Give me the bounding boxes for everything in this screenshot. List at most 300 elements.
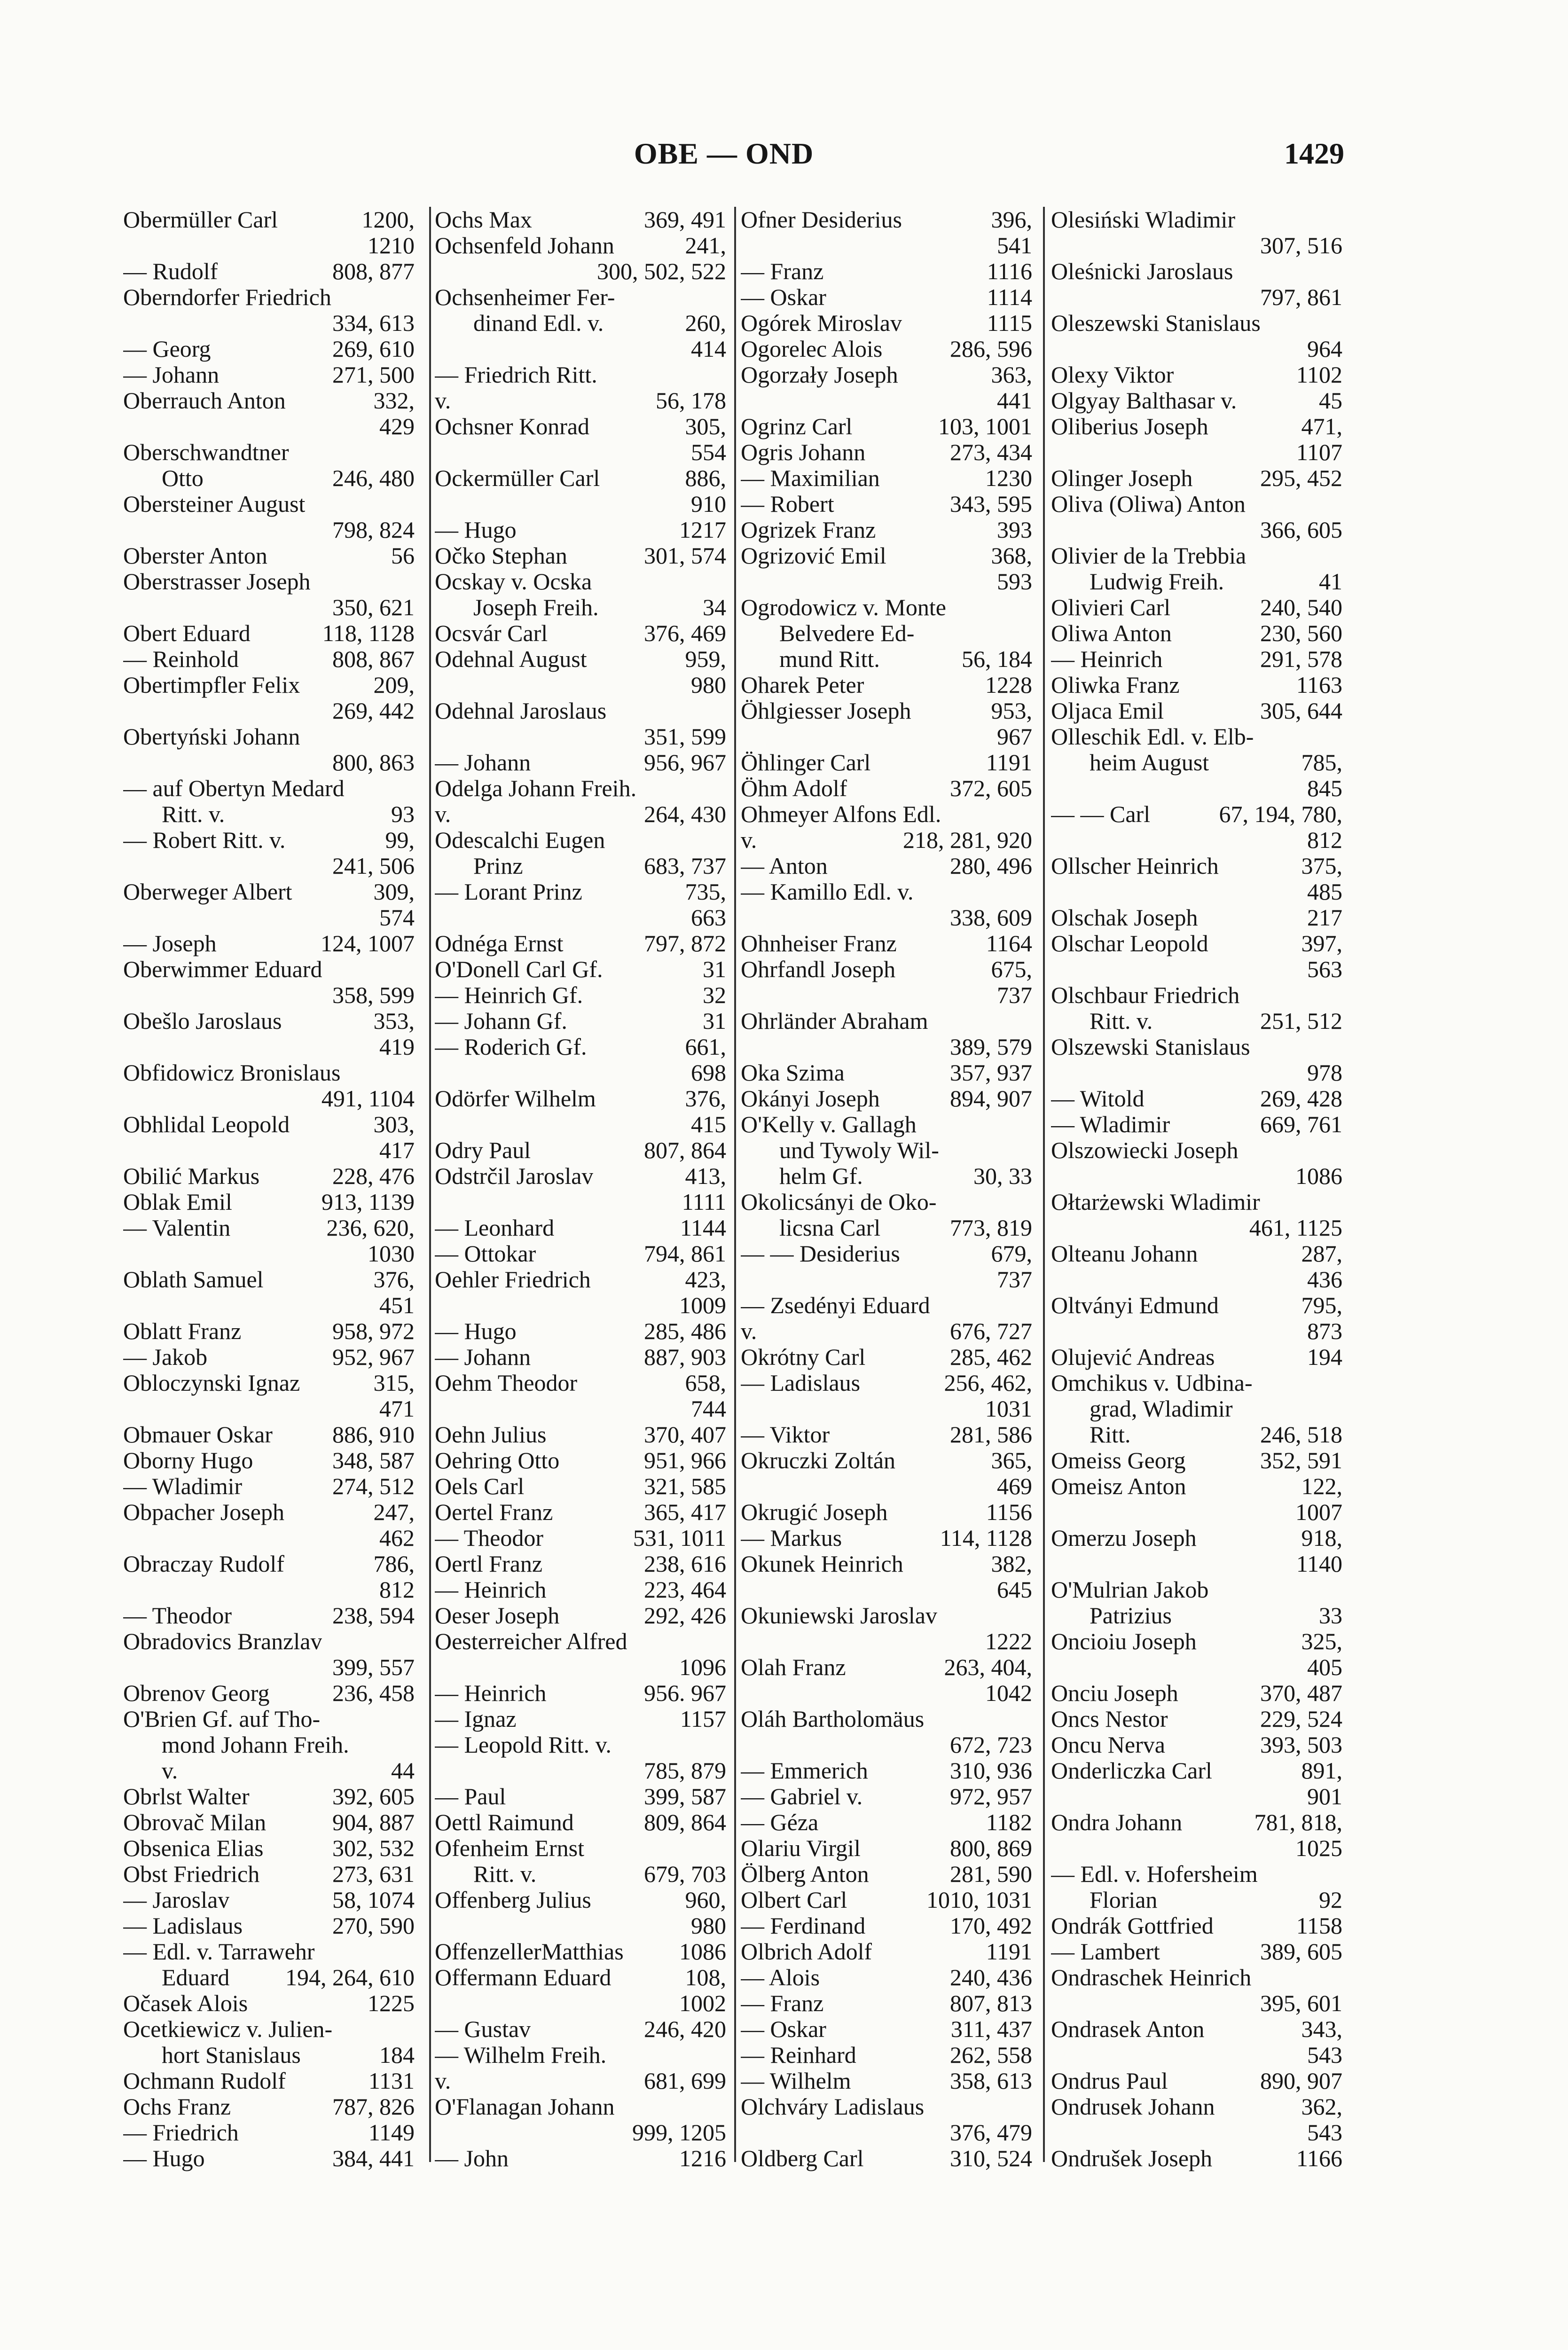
page-number: 1429 <box>1284 137 1344 170</box>
entry-line <box>123 2120 415 2146</box>
entry-name: Ocetkiewicz v. Julien- <box>123 2016 333 2042</box>
entry-pages: 1149 <box>368 2119 415 2146</box>
entry-name: — Joseph <box>123 931 217 956</box>
entry-pages: 399, 557 <box>332 1654 415 1680</box>
entry-pages: 1225 <box>368 1990 415 2016</box>
index-entry <box>435 1835 726 1887</box>
index-entry <box>1051 1292 1342 1344</box>
entry-line <box>435 1448 726 1473</box>
entry-pages: 395, 601 <box>1260 1990 1342 2016</box>
index-entry <box>435 1784 726 1810</box>
entry-name: Joseph Freih. <box>473 595 599 620</box>
index-entry <box>435 1163 726 1215</box>
entry-pages: 785, 879 <box>644 1757 726 1784</box>
index-entry <box>741 2016 1032 2042</box>
entry-name: Offermann Eduard <box>435 1965 612 1990</box>
entry-pages: 315, <box>373 1370 415 1396</box>
entry-name: Prinz <box>473 853 523 879</box>
entry-pages: 93 <box>391 801 415 827</box>
entry-name: Ritt. v. <box>1090 1008 1153 1034</box>
entry-line <box>1051 776 1342 801</box>
entry-name: Ohmeyer Alfons Edl. <box>741 801 941 827</box>
entry-name: Olleschik Edl. v. Elb- <box>1051 724 1254 750</box>
entry-pages: 744 <box>691 1395 726 1422</box>
entry-line <box>435 1887 726 1913</box>
index-entry <box>123 2016 415 2068</box>
entry-line <box>1051 258 1342 284</box>
entry-line <box>435 646 726 672</box>
entry-name: Obmauer Oskar <box>123 1422 273 1448</box>
index-entry <box>435 1370 726 1422</box>
entry-line <box>123 1008 415 1034</box>
entry-name: — Rudolf <box>123 258 218 284</box>
entry-pages: 894, 907 <box>950 1085 1032 1112</box>
entry-pages: 56, 178 <box>656 387 726 414</box>
index-entry <box>741 1551 1032 1603</box>
entry-name: Öhlinger Carl <box>741 750 871 776</box>
entry-pages: 1042 <box>985 1680 1032 1706</box>
index-entry <box>123 569 415 620</box>
entry-pages: 34 <box>703 594 726 620</box>
entry-name: — Wilhelm Freih. <box>435 2042 607 2068</box>
entry-name: Ondrus Paul <box>1051 2068 1168 2094</box>
index-entry <box>123 1810 415 1835</box>
entry-line <box>1051 1525 1342 1551</box>
entry-line <box>123 956 415 982</box>
entry-name: Olteanu Johann <box>1051 1241 1198 1267</box>
entry-pages: 737 <box>997 1266 1032 1292</box>
entry-pages: 1157 <box>680 1706 726 1732</box>
entry-name: — Maximilian <box>741 465 880 491</box>
entry-name: Odnéga Ernst <box>435 931 564 956</box>
entry-name: dinand Edl. v. <box>473 310 604 336</box>
entry-line <box>741 1241 1032 1267</box>
entry-name: Oblath Samuel <box>123 1267 264 1292</box>
entry-line <box>741 2094 1032 2120</box>
entry-name: — Anton <box>741 853 828 879</box>
entry-line <box>435 1680 726 1706</box>
entry-pages: 1031 <box>985 1395 1032 1422</box>
index-entry <box>123 543 415 569</box>
index-entry <box>123 1629 415 1680</box>
entry-line <box>741 1448 1032 1473</box>
entry-line <box>741 1577 1032 1603</box>
entry-line <box>741 1137 1032 1163</box>
entry-name: — Leonhard <box>435 1215 555 1241</box>
entry-name: Okrótny Carl <box>741 1344 866 1370</box>
entry-line <box>1051 1086 1342 1112</box>
entry-pages: 812 <box>379 1576 415 1603</box>
entry-name: Ogrizović Emil <box>741 543 886 569</box>
entry-pages: 1131 <box>368 2068 415 2094</box>
index-entry <box>741 1939 1032 1965</box>
index-entry <box>741 1784 1032 1810</box>
entry-name: Olah Franz <box>741 1654 846 1680</box>
index-entry <box>741 853 1032 879</box>
entry-line <box>1051 517 1342 543</box>
entry-line <box>741 2016 1032 2042</box>
entry-line <box>1051 801 1342 827</box>
index-entry <box>435 982 726 1008</box>
entry-name: Omchikus v. Udbina- <box>1051 1370 1253 1396</box>
entry-line <box>435 2120 726 2146</box>
entry-name: — Ladislaus <box>741 1370 861 1396</box>
entry-pages: 675, <box>991 956 1032 982</box>
entry-name: — Georg <box>123 336 211 362</box>
index-entry <box>1051 207 1342 258</box>
index-entry <box>741 2042 1032 2068</box>
index-entry <box>1051 1034 1342 1086</box>
index-entry <box>123 1189 415 1215</box>
index-entry <box>123 284 415 336</box>
entry-line <box>435 1086 726 1112</box>
entry-line <box>123 1810 415 1835</box>
entry-pages: 958, 972 <box>332 1318 415 1344</box>
index-entry <box>435 1499 726 1525</box>
entry-line <box>123 207 415 233</box>
entry-name: Ochsner Konrad <box>435 414 590 439</box>
entry-pages: 33 <box>1319 1602 1342 1629</box>
entry-line <box>1051 905 1342 931</box>
entry-pages: 170, 492 <box>950 1912 1032 1939</box>
entry-pages: 295, 452 <box>1260 465 1342 491</box>
index-entry <box>1051 543 1342 595</box>
entry-line <box>123 1577 415 1603</box>
index-entry <box>1051 620 1342 646</box>
entry-pages: 389, 579 <box>950 1034 1032 1060</box>
entry-name: Obrlst Walter <box>123 1784 250 1810</box>
entry-line <box>1051 362 1342 388</box>
entry-line <box>741 1060 1032 1086</box>
index-entry <box>435 931 726 956</box>
entry-line <box>435 1163 726 1189</box>
entry-line <box>1051 646 1342 672</box>
entry-name: Obloczynski Ignaz <box>123 1370 300 1396</box>
index-entry <box>1051 310 1342 362</box>
entry-line <box>123 517 415 543</box>
entry-line <box>123 2094 415 2120</box>
entry-line <box>435 284 726 310</box>
entry-line <box>123 1344 415 1370</box>
entry-pages: 676, 727 <box>950 1318 1032 1344</box>
entry-line <box>741 233 1032 258</box>
entry-pages: 786, <box>373 1551 415 1577</box>
entry-pages: 735, <box>685 878 726 905</box>
entry-line <box>1051 1887 1342 1913</box>
entry-pages: 405 <box>1307 1654 1342 1680</box>
entry-line <box>435 1215 726 1241</box>
entry-line <box>123 1525 415 1551</box>
entry-name: — Leopold Ritt. v. <box>435 1732 612 1758</box>
entry-name: Omerzu Joseph <box>1051 1525 1197 1551</box>
index-entry <box>1051 2094 1342 2146</box>
entry-line <box>435 853 726 879</box>
entry-name: Oberster Anton <box>123 543 267 569</box>
entry-name: Oharek Peter <box>741 672 864 698</box>
index-entry <box>123 1551 415 1603</box>
entry-line <box>123 1473 415 1499</box>
entry-line <box>435 1112 726 1137</box>
index-entry <box>741 1189 1032 1241</box>
index-entry <box>435 1887 726 1939</box>
entry-pages: 300, 502, 522 <box>597 258 726 284</box>
entry-name: — Ignaz <box>435 1706 517 1732</box>
entry-line <box>1051 1189 1342 1215</box>
entry-name: Belvedere Ed- <box>779 620 915 646</box>
index-entry <box>435 620 726 646</box>
entry-line <box>741 1810 1032 1835</box>
entry-pages: 808, 867 <box>332 646 415 672</box>
index-entry <box>1051 1913 1342 1939</box>
entry-name: Ondra Johann <box>1051 1810 1183 1835</box>
entry-pages: 800, 863 <box>332 749 415 776</box>
entry-name: Oliva (Oliwa) Anton <box>1051 491 1246 517</box>
index-entry <box>741 879 1032 931</box>
entry-pages: 904, 887 <box>332 1809 415 1835</box>
entry-name: Omeisz Anton <box>1051 1473 1186 1499</box>
entry-line <box>1051 1629 1342 1654</box>
entry-pages: 1111 <box>682 1189 726 1215</box>
entry-line <box>435 620 726 646</box>
entry-name: Ritt. v. <box>473 1861 537 1887</box>
entry-line <box>1051 620 1342 646</box>
entry-line <box>1051 1396 1342 1422</box>
entry-name: — Wilhelm <box>741 2068 851 2094</box>
entry-name: — Ottokar <box>435 1241 536 1267</box>
entry-pages: 30, 33 <box>973 1163 1032 1189</box>
entry-line <box>123 569 415 595</box>
entry-line <box>1051 1861 1342 1887</box>
entry-pages: 441 <box>997 387 1032 414</box>
entry-line <box>435 1318 726 1344</box>
entry-line <box>741 646 1032 672</box>
entry-line <box>123 1680 415 1706</box>
entry-name: — Gabriel v. <box>741 1784 863 1810</box>
entry-line <box>435 1499 726 1525</box>
index-column-1 <box>123 207 415 2171</box>
entry-line <box>435 2042 726 2068</box>
entry-pages: 372, 605 <box>950 775 1032 801</box>
entry-line <box>741 698 1032 724</box>
entry-name: Olinger Joseph <box>1051 465 1193 491</box>
index-entry <box>435 1241 726 1267</box>
entry-pages: 681, 699 <box>644 2068 726 2094</box>
entry-line <box>435 2094 726 2120</box>
entry-pages: 683, 737 <box>644 853 726 879</box>
entry-line <box>123 595 415 620</box>
entry-name: Oborny Hugo <box>123 1448 253 1473</box>
entry-pages: 563 <box>1307 956 1342 982</box>
entry-line <box>435 1370 726 1396</box>
entry-line <box>1051 1473 1342 1499</box>
index-entry <box>435 2146 726 2171</box>
index-entry <box>123 931 415 956</box>
index-entry <box>1051 982 1342 1034</box>
entry-line <box>1051 750 1342 776</box>
index-entry <box>1051 801 1342 853</box>
index-entry <box>1051 646 1342 672</box>
index-entry <box>435 827 726 879</box>
entry-name: Olujević Andreas <box>1051 1344 1215 1370</box>
entry-name: Odelga Johann Freih. <box>435 776 637 801</box>
entry-pages: 31 <box>703 956 726 982</box>
index-entry <box>741 1008 1032 1060</box>
entry-pages: 1166 <box>1296 2145 1342 2171</box>
entry-line <box>435 543 726 569</box>
entry-name: Oertel Franz <box>435 1499 553 1525</box>
entry-line <box>435 1913 726 1939</box>
entry-line <box>123 1990 415 2016</box>
index-entry <box>741 1448 1032 1499</box>
entry-line <box>435 310 726 336</box>
entry-pages: 414 <box>691 336 726 362</box>
entry-line <box>1051 1758 1342 1784</box>
entry-line <box>123 1861 415 1887</box>
entry-pages: 679, 703 <box>644 1861 726 1887</box>
index-entry <box>741 517 1032 543</box>
entry-name: — Robert Ritt. v. <box>123 827 286 853</box>
index-entry <box>123 620 415 646</box>
entry-name: Olchváry Ladislaus <box>741 2094 925 2120</box>
entry-pages: 807, 813 <box>950 1990 1032 2016</box>
entry-name: — Theodor <box>435 1525 543 1551</box>
index-entry <box>435 1706 726 1732</box>
index-entry <box>435 465 726 517</box>
entry-name: Očasek Alois <box>123 1990 248 2016</box>
entry-line <box>1051 284 1342 310</box>
entry-pages: 303, <box>373 1111 415 1137</box>
index-entry <box>435 2094 726 2146</box>
index-entry <box>435 1422 726 1448</box>
entry-line <box>435 776 726 801</box>
entry-name: — — Desiderius <box>741 1241 900 1267</box>
entry-line <box>1051 1913 1342 1939</box>
entry-pages: 393, 503 <box>1260 1731 1342 1758</box>
entry-pages: 1102 <box>1296 361 1342 388</box>
entry-name: — Edl. v. Tarrawehr <box>123 1939 315 1965</box>
index-entry <box>435 233 726 284</box>
entry-pages: 491, 1104 <box>321 1085 415 1112</box>
entry-line <box>1051 956 1342 982</box>
index-entry <box>435 2016 726 2042</box>
index-entry <box>741 439 1032 465</box>
entry-pages: 240, 436 <box>950 1964 1032 1990</box>
index-entry <box>1051 1112 1342 1137</box>
entry-line <box>741 1292 1032 1318</box>
entry-name: Obraczay Rudolf <box>123 1551 284 1577</box>
entry-pages: 785, <box>1301 749 1342 776</box>
entry-name: Obešlo Jaroslaus <box>123 1008 282 1034</box>
entry-name: Oncioiu Joseph <box>1051 1629 1197 1654</box>
entry-line <box>1051 491 1342 517</box>
entry-line <box>741 2068 1032 2094</box>
entry-pages: 246, 518 <box>1260 1421 1342 1448</box>
entry-line <box>435 517 726 543</box>
entry-name: — Kamillo Edl. v. <box>741 879 914 905</box>
entry-line <box>435 1137 726 1163</box>
entry-pages: 376, <box>373 1266 415 1292</box>
index-entry <box>1051 414 1342 465</box>
entry-line <box>435 1758 726 1784</box>
entry-line <box>123 1939 415 1965</box>
entry-pages: 800, 869 <box>950 1835 1032 1861</box>
entry-name: Onderliczka Carl <box>1051 1758 1212 1784</box>
index-entry <box>123 1499 415 1551</box>
entry-name: — Jaroslav <box>123 1887 230 1913</box>
entry-name: Otto <box>162 465 204 491</box>
entry-name: — Johann <box>123 362 220 388</box>
entry-name: Očko Stephan <box>435 543 567 569</box>
index-entry <box>1051 1861 1342 1913</box>
entry-pages: 236, 458 <box>332 1680 415 1706</box>
index-entry <box>1051 724 1342 801</box>
entry-line <box>123 1551 415 1577</box>
entry-line <box>1051 2068 1342 2094</box>
entry-line <box>741 956 1032 982</box>
entry-line <box>1051 827 1342 853</box>
entry-line <box>123 414 415 439</box>
entry-name: Olbrich Adolf <box>741 1939 872 1965</box>
entry-name: Oels Carl <box>435 1473 525 1499</box>
index-entry <box>435 1680 726 1706</box>
entry-line <box>1051 207 1342 233</box>
entry-name: Ollscher Heinrich <box>1051 853 1219 879</box>
index-entry <box>741 336 1032 362</box>
entry-pages: 436 <box>1307 1266 1342 1292</box>
entry-name: hort Stanislaus <box>162 2042 301 2068</box>
entry-pages: 218, 281, 920 <box>903 827 1032 853</box>
entry-pages: 419 <box>379 1034 415 1060</box>
entry-pages: 358, 599 <box>332 982 415 1008</box>
entry-pages: 365, <box>991 1447 1032 1473</box>
entry-pages: 325, <box>1301 1628 1342 1654</box>
entry-pages: 807, 864 <box>644 1137 726 1163</box>
entry-name: Oláh Bartholomäus <box>741 1706 925 1732</box>
entry-pages: 1096 <box>679 1654 726 1680</box>
entry-pages: 271, 500 <box>332 361 415 388</box>
entry-name: Ochsenheimer Fer- <box>435 284 615 310</box>
entry-line <box>741 336 1032 362</box>
entry-line <box>435 1422 726 1448</box>
entry-line <box>1051 1990 1342 2016</box>
entry-line <box>1051 1163 1342 1189</box>
entry-line <box>123 465 415 491</box>
index-entry <box>1051 1086 1342 1112</box>
index-entry <box>1051 1448 1342 1473</box>
index-entry <box>123 1913 415 1939</box>
entry-pages: 389, 605 <box>1260 1938 1342 1965</box>
entry-line <box>741 414 1032 439</box>
entry-name: — Franz <box>741 258 824 284</box>
entry-pages: 352, 591 <box>1260 1447 1342 1473</box>
index-entry <box>1051 258 1342 310</box>
entry-line <box>1051 2094 1342 2120</box>
entry-name: — — Carl <box>1051 801 1151 827</box>
entry-line <box>741 2042 1032 2068</box>
entry-name: grad, Wladimir <box>1090 1396 1233 1422</box>
entry-pages: 913, 1139 <box>321 1189 415 1215</box>
entry-line <box>1051 1267 1342 1292</box>
entry-pages: 241, 506 <box>332 853 415 879</box>
entry-pages: 1210 <box>368 232 415 258</box>
index-entry <box>123 1784 415 1810</box>
index-entry <box>1051 905 1342 931</box>
index-entry <box>741 776 1032 801</box>
entry-line <box>1051 1344 1342 1370</box>
index-entry <box>741 1990 1032 2016</box>
entry-line <box>741 1680 1032 1706</box>
index-entry <box>123 491 415 543</box>
